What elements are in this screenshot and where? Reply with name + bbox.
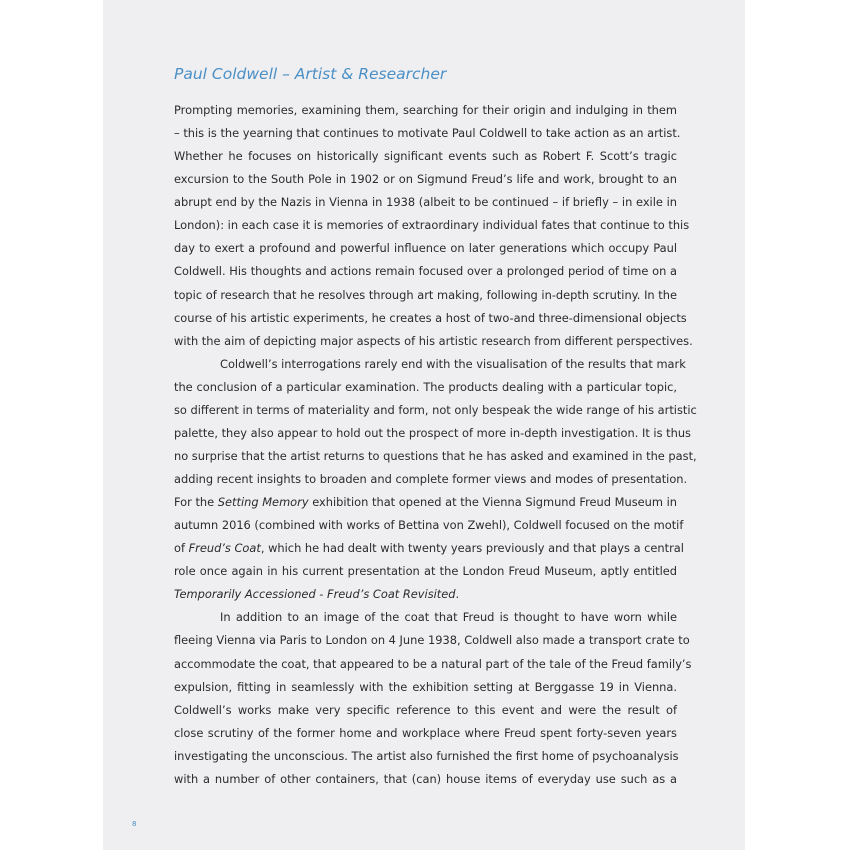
paragraph [174,606,692,791]
text-line [174,168,677,191]
text-line [174,745,677,768]
paragraph [174,353,697,607]
text-line [174,399,697,422]
text-run: accommodate the coat, that appeared to be a natural part of the tale of the Freud family’s [174,656,692,671]
text-line [174,445,697,468]
page-number: 8 [132,820,137,828]
text-run: abrupt end by the Nazis in Vienna in 1938 (albeit to be continued – if briefly – in exile in [174,195,677,210]
text-run: role once again in his current presentation at the London Freud Museum, aptly entitled [174,564,677,579]
text-line [174,145,677,168]
italic-title: Freud’s Coat [188,541,261,556]
text-line [174,537,684,560]
text-line [174,376,677,399]
text-run: In addition to an image of the coat that Freud is thought to have worn while [220,610,677,625]
text-run: of [174,541,189,556]
text-run: London): in each case it is memories of extraordinary individual fates that continue to this [174,218,690,233]
text-line [174,583,677,606]
text-line [174,237,677,260]
document-page [103,0,745,850]
text-line [174,422,691,445]
text-line [174,653,692,676]
text-run: with a number of other containers, that (can) house items of everyday use such as a [174,771,677,786]
text-run: Coldwell’s interrogations rarely end with the visualisation of the results that mark [220,356,686,371]
text-line [174,307,687,330]
text-run: topic of research that he resolves through art making, following in-depth scrutiny. In the [174,287,677,302]
text-line [174,260,677,283]
text-run: so different in terms of materiality and form, not only bespeak the wide range of his artistic [174,402,697,417]
text-run: close scrutiny of the former home and workplace where Freud spent forty-seven years [174,725,677,740]
text-run: the conclusion of a particular examination. The products dealing with a particular topic, [174,379,677,394]
text-run: palette, they also appear to hold out the prospect of more in-depth investigation. It is thus [174,425,691,440]
text-run: exhibition that opened at the Vienna Sigmund Freud Museum in [308,495,677,510]
text-run: , which he had dealt with twenty years previously and that plays a central [260,541,684,556]
text-line [174,99,677,122]
italic-title: Temporarily Accessioned - Freud’s Coat Revisited [174,587,456,602]
text-run: no surprise that the artist returns to questions that he has asked and examined in the past, [174,448,697,463]
text-run: adding recent insights to broaden and complete former views and modes of presentation. [174,472,688,486]
text-line [174,468,688,491]
text-line [174,699,677,722]
text-line [174,191,677,214]
text-run: course of his artistic experiments, he creates a host of two-and three-dimensional objects [174,310,687,325]
text-line [174,560,677,583]
text-line [174,768,677,791]
text-run: autumn 2016 (combined with works of Bettina von Zwehl), Coldwell focused on the motif [174,518,684,533]
text-line [174,514,684,537]
text-run: with the aim of depicting major aspects of his artistic research from different perspectives. [174,333,693,348]
text-run: . [455,587,460,602]
section-heading: Paul Coldwell – Artist & Researcher [174,65,447,83]
text-run: – this is the yearning that continues to motivate Paul Coldwell to take action as an artist. [174,126,681,141]
text-line [174,330,693,353]
text-run: day to exert a profound and powerful influence on later generations which occupy Paul [174,241,677,256]
body-text [174,99,697,791]
text-run: For the [174,495,218,510]
text-run: Prompting memories, examining them, searching for their origin and indulging in them [174,103,677,117]
text-line [174,122,681,145]
text-line [174,629,690,652]
text-line [174,722,677,745]
text-run: fleeing Vienna via Paris to London on 4 June 1938, Coldwell also made a transport crate to [174,633,690,648]
text-run: Whether he focuses on historically significant events such as Robert F. Scott’s tragic [174,149,677,164]
text-run: Coldwell’s works make very specific reference to this event and were the result of [174,702,677,717]
text-run: Coldwell. His thoughts and actions remain focused over a prolonged period of time on a [174,264,677,279]
text-run: investigating the unconscious. The artist also furnished the first home of psychoanalysis [174,748,679,763]
text-line [174,353,686,376]
text-run: excursion to the South Pole in 1902 or on Sigmund Freud’s life and work, brought to an [174,172,677,187]
italic-title: Setting Memory [217,495,309,510]
paragraph [174,99,693,353]
text-line [174,214,690,237]
text-run: expulsion, fitting in seamlessly with the exhibition setting at Berggasse 19 in Vienna. [174,679,677,694]
text-line [174,491,677,514]
text-line [174,676,677,699]
text-line [174,606,677,629]
text-line [174,284,677,307]
